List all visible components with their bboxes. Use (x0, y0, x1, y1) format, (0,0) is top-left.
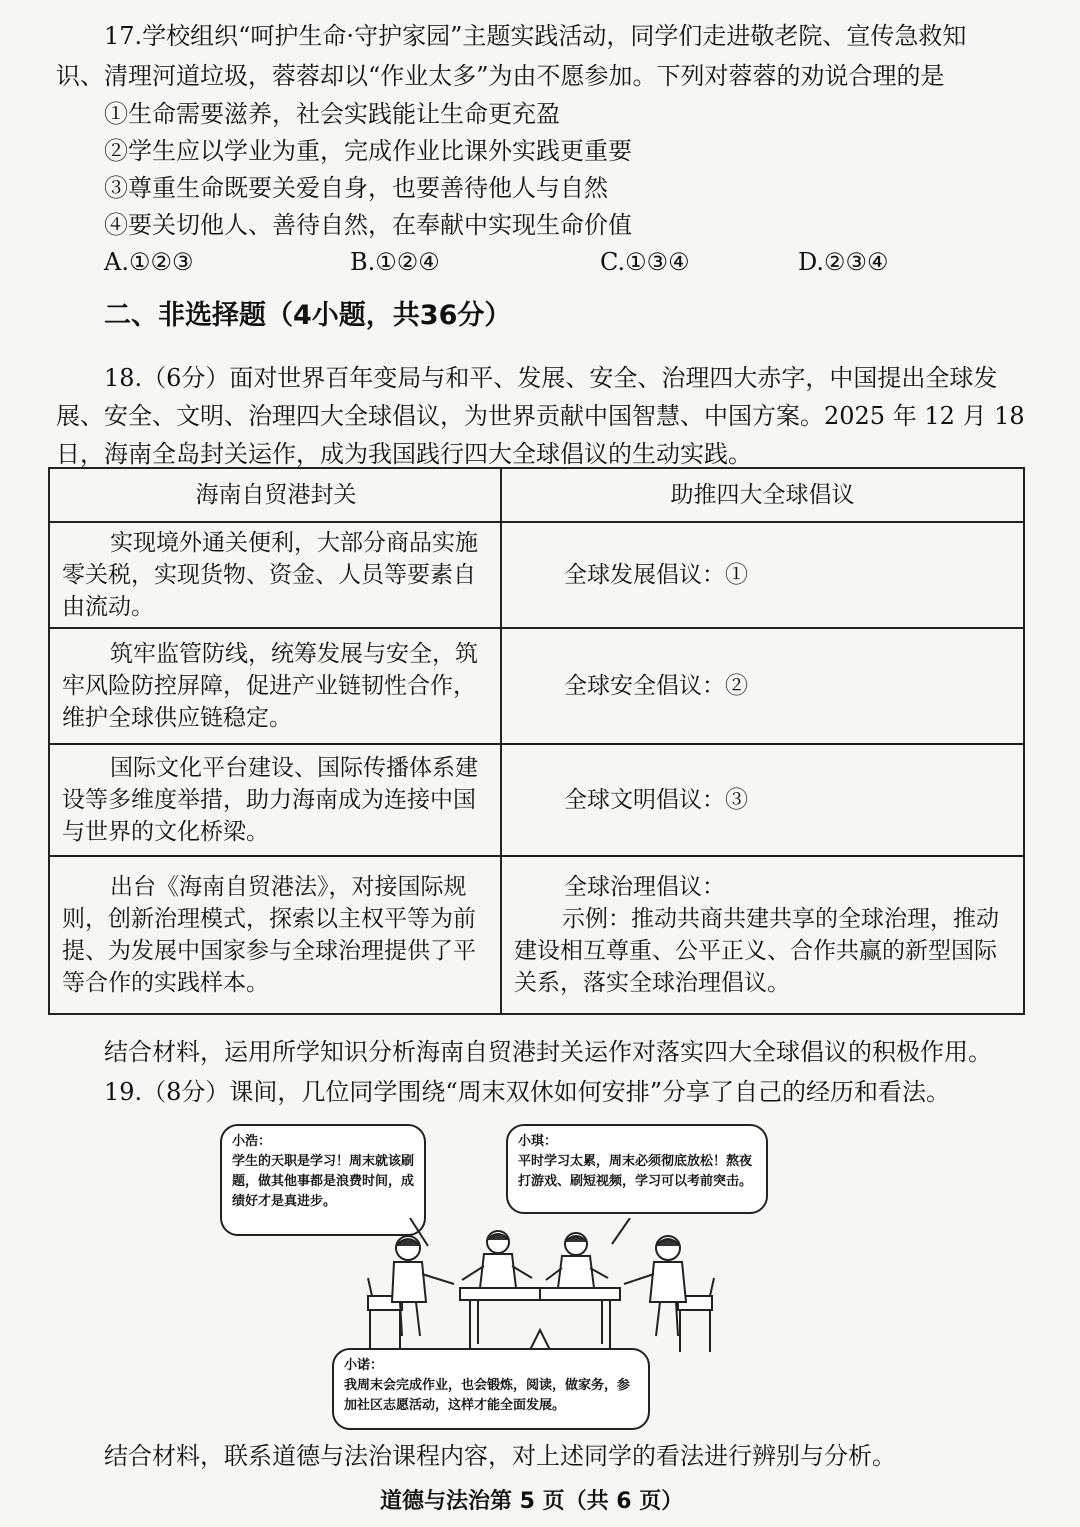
q17-statement-4: ④要关切他人、善待自然，在奉献中实现生命价值 (104, 211, 632, 239)
q17-stem-line2: 识、清理河道垃圾，蓉蓉却以“作业太多”为由不愿参加。下列对蓉蓉的劝说合理的是 (56, 62, 945, 90)
row4-initiative: 全球治理倡议： (564, 874, 725, 900)
section-title: 二、非选择题（4小题，共36分） (104, 300, 512, 331)
row2-measure: 筑牢监管防线，统筹发展与安全，筑牢风险防控屏障，促进产业链韧性合作，维护全球供应链稳定。 (62, 641, 478, 731)
q17-stem-line1: 17.学校组织“呵护生命·守护家园”主题实践活动，同学们走进敬老院、宣传急救知 (104, 22, 967, 50)
row4-measure: 出台《海南自贸港法》，对接国际规则，创新治理模式，探索以主权平等为前提、为发展中国家参与全球治理提供了平等合作的实践样本。 (62, 874, 476, 996)
row4-example: 示例：推动共商共建共享的全球治理，推动建设相互尊重、公平正义、合作共赢的新型国际关系，落实全球治理倡议。 (514, 906, 999, 996)
q18-stem-line1: 18.（6分）面对世界百年变局与和平、发展、安全、治理四大赤字，中国提出全球发 (104, 364, 998, 392)
table-row (49, 628, 1024, 744)
bubble-text: 平时学习太累，周末必须彻底放松！熬夜打游戏、刷短视频，学习可以考前突击。 (518, 1154, 753, 1189)
q17-choice-c: C.①③④ (600, 248, 690, 276)
row3-initiative: 全球文明倡议：③ (564, 787, 748, 813)
q18-stem-line3: 日，海南全岛封关运作，成为我国践行四大全球倡议的生动实践。 (56, 440, 752, 468)
row2-initiative: 全球安全倡议：② (564, 673, 748, 699)
q18-stem-line2: 展、安全、文明、治理四大全球倡议，为世界贡献中国智慧、中国方案。2025 年 12 月 18 (56, 402, 1025, 430)
table-row (49, 856, 1024, 1014)
bubble-text: 学生的天职是学习！周末就该刷题，做其他事都是浪费时间，成绩好才是真进步。 (232, 1154, 415, 1209)
bubble-speaker: 小诺： (344, 1358, 384, 1373)
q18-table (48, 467, 1025, 1015)
q17-choice-b: B.①②④ (350, 248, 440, 276)
q19-illustration (210, 1122, 810, 1434)
q19-task: 结合材料，联系道德与法治课程内容，对上述同学的看法进行辨别与分析。 (104, 1442, 896, 1470)
q17-statement-2: ②学生应以学业为重，完成作业比课外实践更重要 (104, 137, 632, 165)
q17-choice-d: D.②③④ (798, 248, 889, 276)
bubble-text: 我周末会完成作业，也会锻炼，阅读，做家务，参加社区志愿活动，这样才能全面发展。 (344, 1378, 631, 1413)
table-row (49, 522, 1024, 628)
row1-measure: 实现境外通关便利，大部分商品实施零关税，实现货物、资金、人员等要素自由流动。 (62, 530, 478, 620)
speech-bubble-xiaoqi (506, 1124, 768, 1214)
q18-task: 结合材料，运用所学知识分析海南自贸港封关运作对落实四大全球倡议的积极作用。 (104, 1038, 992, 1066)
q17-choice-a: A.①②③ (104, 248, 194, 276)
speech-bubble-xiaonuo (332, 1348, 650, 1430)
row3-measure: 国际文化平台建设、国际传播体系建设等多维度举措，助力海南成为连接中国与世界的文化桥梁。 (62, 755, 478, 845)
q19-stem: 19.（8分）课间，几位同学围绕“周末双休如何安排”分享了自己的经历和看法。 (104, 1078, 950, 1106)
q17-statement-3: ③尊重生命既要关爱自身，也要善待他人与自然 (104, 174, 608, 202)
table-header-left: 海南自贸港封关 (49, 468, 501, 522)
students-table-drawing (350, 1218, 730, 1358)
table-row (49, 744, 1024, 856)
page-footer: 道德与法治第 5 页（共 6 页） (380, 1489, 684, 1514)
table-header-right: 助推四大全球倡议 (501, 468, 1024, 522)
row1-initiative: 全球发展倡议：① (564, 562, 748, 588)
bubble-speaker: 小琪： (518, 1134, 558, 1149)
bubble-speaker: 小浩： (232, 1134, 272, 1149)
q17-statement-1: ①生命需要滋养，社会实践能让生命更充盈 (104, 100, 560, 128)
